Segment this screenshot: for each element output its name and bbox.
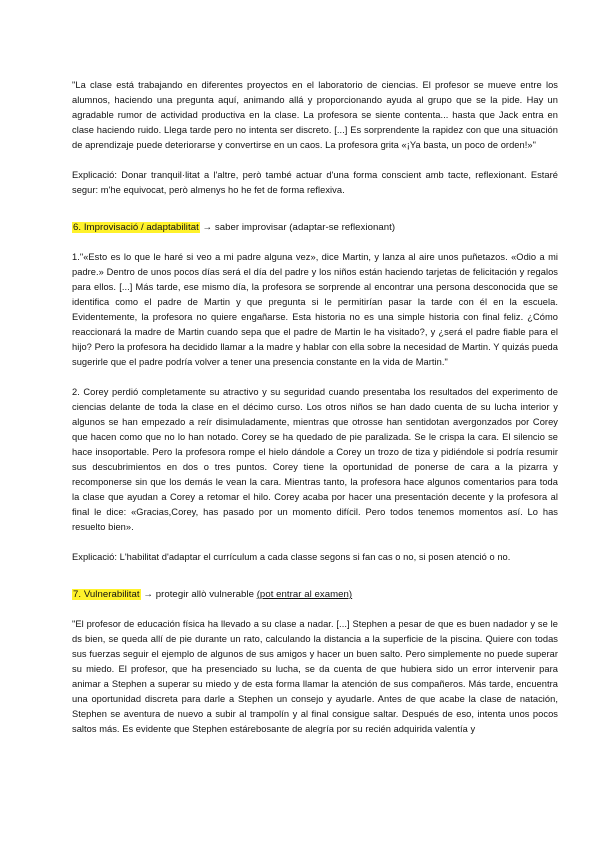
section-7-subtitle: → protegir allò vulnerable	[140, 589, 257, 600]
section-7-heading	[72, 587, 558, 602]
explanation-tranquillitat: Explicació: Donar tranquil·litat a l'altre, però també actuar d'una forma conscient amb tacte, reflexionant. Estaré segur: m'he equivocat, però almenys ho he fet de forma reflexiva.	[72, 170, 558, 195]
example-martin: 1."«Esto es lo que le haré si veo a mi padre alguna vez», dice Martin, y lanza al aire unos puñetazos. «Odio a mi padre.» Dentro de unos pocos días será el día del padre y los niños están haciendo tarjetas de felicitación y regalos para ellos. [...] Más tarde, ese mismo día, la profesora se sorprende al encontrar una persona desconocida que se identifica como el padre de Martin y que pregunta si le permitirían pasar la tarde con él en la escuela. Evidentemente, la profesora no quiere engañarse. Esta historia no es una simple historia con final feliz. ¿Cómo reaccionará la madre de Martin cuando sepa que el padre de Martin le ha visitado?, y ¿será el padre fiable para el hijo? Pero la profesora ha decidido llamar a la madre y hablar con ella sobre la necesidad de Martin. Y quizás pueda sugerirle que el padre podría volver a tener una presencia constante en la vida de Martin."	[72, 252, 558, 367]
section-7-highlight: 7. Vulnerabilitat	[73, 589, 140, 600]
quote-laboratorio: "La clase está trabajando en diferentes proyectos en el laboratorio de ciencias. El profesor se mueve entre los alumnos, haciendo una pregunta aquí, animando allá y proporcionando ayuda al grupo que se la pide. Hay un agradable rumor de actividad productiva en la clase. La profesora se siente contenta... hasta que Jack entra en clase haciendo ruido. Llega tarde pero no intenta ser discreto. [...] Es sorprendente la rapidez con que una situación de aprendizaje puede deteriorarse y convertirse en un caos. La profesora grita «¡Ya basta, un poco de orden!»"	[72, 80, 558, 150]
section-6-subtitle: → saber improvisar (adaptar-se reflexionant)	[199, 222, 396, 233]
example-corey: 2. Corey perdió completamente su atractivo y su seguridad cuando presentaba los resultados del experimento de ciencias delante de toda la clase en el décimo curso. Los otros niños se han dado cuenta de su lucha interior y algunos se han empezado a reír disimuladamente, mientras que otrosse han sentidotan avergonzados por Corey que hacen como que no lo han notado. Corey se ha quedado de pie paralizada. Se le crispa la cara. El silencio se hace insoportable. Pero la profesora rompe el hielo dándole a Corey un trozo de tiza y pidiéndole si podría resumir sus descubrimientos en dos o tres puntos. Corey tiene la oportunidad de ponerse de cara a la pizarra y recomponerse sin que los demás le vean la cara. Mientras tanto, la profesora hace algunos comentarios para toda la clase que ayudan a Corey a retomar el hilo. Corey acaba por hacer una presentación decente y la profesora al final le dice: «Gracias,Corey, has pasado por un momento difícil. Pero todos tenemos momentos así. Lo has resuelto bien».	[72, 387, 558, 532]
section-6-heading	[72, 220, 558, 235]
section-7-exam-note: (pot entrar al examen)	[256, 589, 353, 600]
explanation-adaptabilitat: Explicació: L'habilitat d'adaptar el currículum a cada classe segons si fan cas o no, si posen atenció o no.	[72, 552, 511, 562]
section-6-highlight: 6. Improvisació / adaptabilitat	[73, 222, 199, 233]
example-stephen: "El profesor de educación física ha llevado a su clase a nadar. [...] Stephen a pesar de que es buen nadador y se le ds bien, se queda allí de pie durante un rato, calculando la distancia a la superficie de la piscina. Quiere con todas sus fuerzas seguir el ejemplo de algunos de sus amigos y hacer un buen salto. Pero simplemente no puede superar su miedo. El profesor, que ha presenciado su lucha, se da cuenta de que hubiera sido un error intervenir para animar a Stephen a superar su miedo y de esta forma llamar la atención de sus compañeros. Más tarde, encuentra una oportunidad discreta para darle a Stephen un consejo y ayudarle. Antes de que acabe la clase de natación, Stephen se aventura de nuevo a subir al trampolín y al final consigue saltar. Después de eso, intenta unos pocos saltos más. Es evidente que Stephen estárebosante de alegría por su recién adquirida valentía y	[72, 619, 558, 734]
